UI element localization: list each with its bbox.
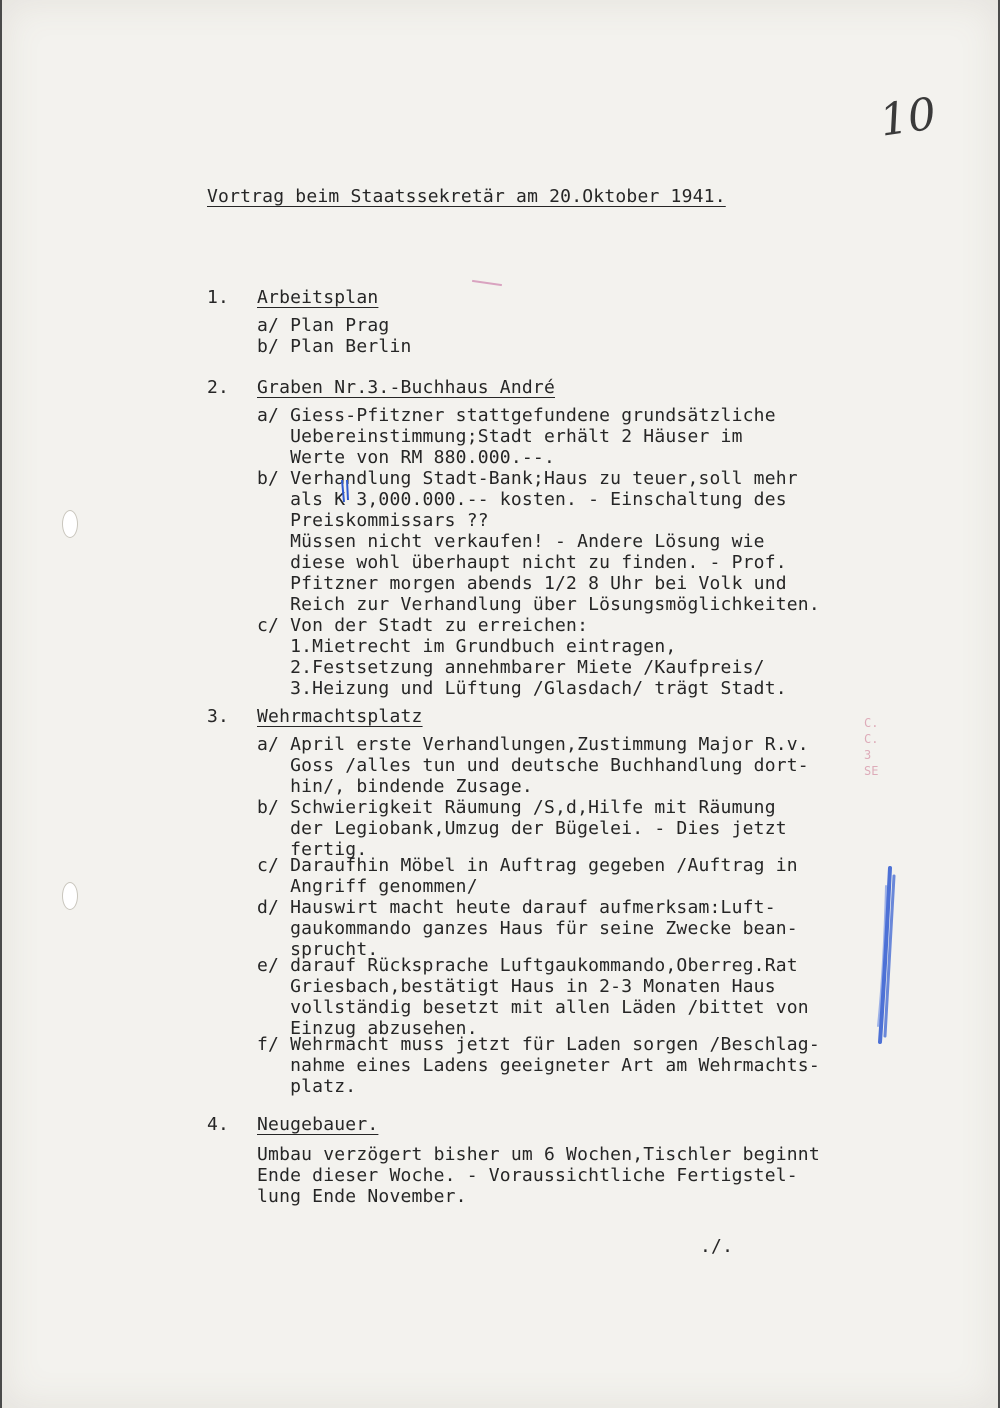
section-number: 2. (207, 377, 230, 398)
section-line: e/ darauf Rücksprache Luftgaukommando,Oberreg.Rat (257, 955, 798, 976)
section-line: Umbau verzögert bisher um 6 Wochen,Tischler beginnt (257, 1144, 820, 1165)
document-title: Vortrag beim Staatssekretär am 20.Oktober 1941. (207, 186, 726, 207)
section-number: 3. (207, 706, 230, 727)
section-heading: Neugebauer. (257, 1114, 379, 1135)
faded-stamp (864, 715, 904, 795)
section-line: a/ Giess-Pfitzner stattgefundene grundsätzliche (257, 405, 776, 426)
section-heading: Graben Nr.3.-Buchhaus André (257, 377, 555, 398)
section-line: b/ Verhandlung Stadt-Bank;Haus zu teuer,soll mehr (257, 468, 798, 489)
section-line: Goss /alles tun und deutsche Buchhandlung dort- (257, 755, 809, 776)
section-line: nahme eines Ladens geeigneter Art am Wehrmachts- (257, 1055, 820, 1076)
section-line: c/ Von der Stadt zu erreichen: (257, 615, 589, 636)
section-line: platz. (257, 1076, 357, 1097)
blue-pencil-mark (874, 866, 898, 1046)
section-line: Reich zur Verhandlung über Lösungsmöglichkeiten. (257, 594, 820, 615)
section-line: hin/, bindende Zusage. (257, 776, 533, 797)
section-line: Ende dieser Woche. - Voraussichtliche Fertigstel- (257, 1165, 798, 1186)
pink-pencil-mark (472, 280, 502, 286)
section-line: b/ Plan Berlin (257, 336, 412, 357)
stamp-text: C. (864, 716, 879, 730)
punch-hole-upper (62, 510, 78, 538)
handwritten-page-number: 10 (876, 88, 940, 147)
section-line: Uebereinstimmung;Stadt erhält 2 Häuser im (257, 426, 743, 447)
section-line: 3.Heizung und Lüftung /Glasdach/ trägt Stadt. (257, 678, 787, 699)
stamp-text: C. (864, 732, 879, 746)
section-line: sprucht. (257, 939, 379, 960)
section-line: Griesbach,bestätigt Haus in 2-3 Monaten Haus (257, 976, 776, 997)
section-line: gaukommando ganzes Haus für seine Zwecke bean- (257, 918, 798, 939)
blue-pencil-tick (338, 478, 352, 504)
section-line: Werte von RM 880.000.--. (257, 447, 555, 468)
section-line: Müssen nicht verkaufen! - Andere Lösung wie (257, 531, 765, 552)
section-line: diese wohl überhaupt nicht zu finden. - Prof. (257, 552, 787, 573)
section-line: Pfitzner morgen abends 1/2 8 Uhr bei Volk und (257, 573, 787, 594)
document-page (2, 0, 998, 1408)
section-line: d/ Hauswirt macht heute darauf aufmerksam:Luft- (257, 897, 776, 918)
section-line: c/ Daraufhin Möbel in Auftrag gegeben /Auftrag in (257, 855, 798, 876)
section-line: vollständig besetzt mit allen Läden /bittet von (257, 997, 809, 1018)
punch-hole-lower (62, 882, 78, 910)
section-line: als K 3,000.000.-- kosten. - Einschaltung des (257, 489, 787, 510)
section-line: a/ Plan Prag (257, 315, 390, 336)
section-line: 2.Festsetzung annehmbarer Miete /Kaufpreis/ (257, 657, 765, 678)
stamp-text: 3 (864, 748, 872, 762)
section-line: b/ Schwierigkeit Räumung /S,d,Hilfe mit Räumung (257, 797, 776, 818)
section-line: der Legiobank,Umzug der Bügelei. - Dies jetzt (257, 818, 787, 839)
continuation-mark: ./. (700, 1236, 734, 1257)
section-line: fertig. (257, 839, 368, 860)
stamp-text: SE (864, 764, 879, 778)
section-heading: Arbeitsplan (257, 287, 379, 308)
section-line: lung Ende November. (257, 1186, 467, 1207)
section-number: 1. (207, 287, 230, 308)
section-line: Einzug abzusehen. (257, 1018, 478, 1039)
section-line: Preiskommissars ?? (257, 510, 489, 531)
section-number: 4. (207, 1114, 230, 1135)
section-line: f/ Wehrmacht muss jetzt für Laden sorgen /Beschlag- (257, 1034, 820, 1055)
section-heading: Wehrmachtsplatz (257, 706, 423, 727)
section-line: 1.Mietrecht im Grundbuch eintragen, (257, 636, 677, 657)
section-line: a/ April erste Verhandlungen,Zustimmung Major R.v. (257, 734, 809, 755)
section-line: Angriff genommen/ (257, 876, 478, 897)
